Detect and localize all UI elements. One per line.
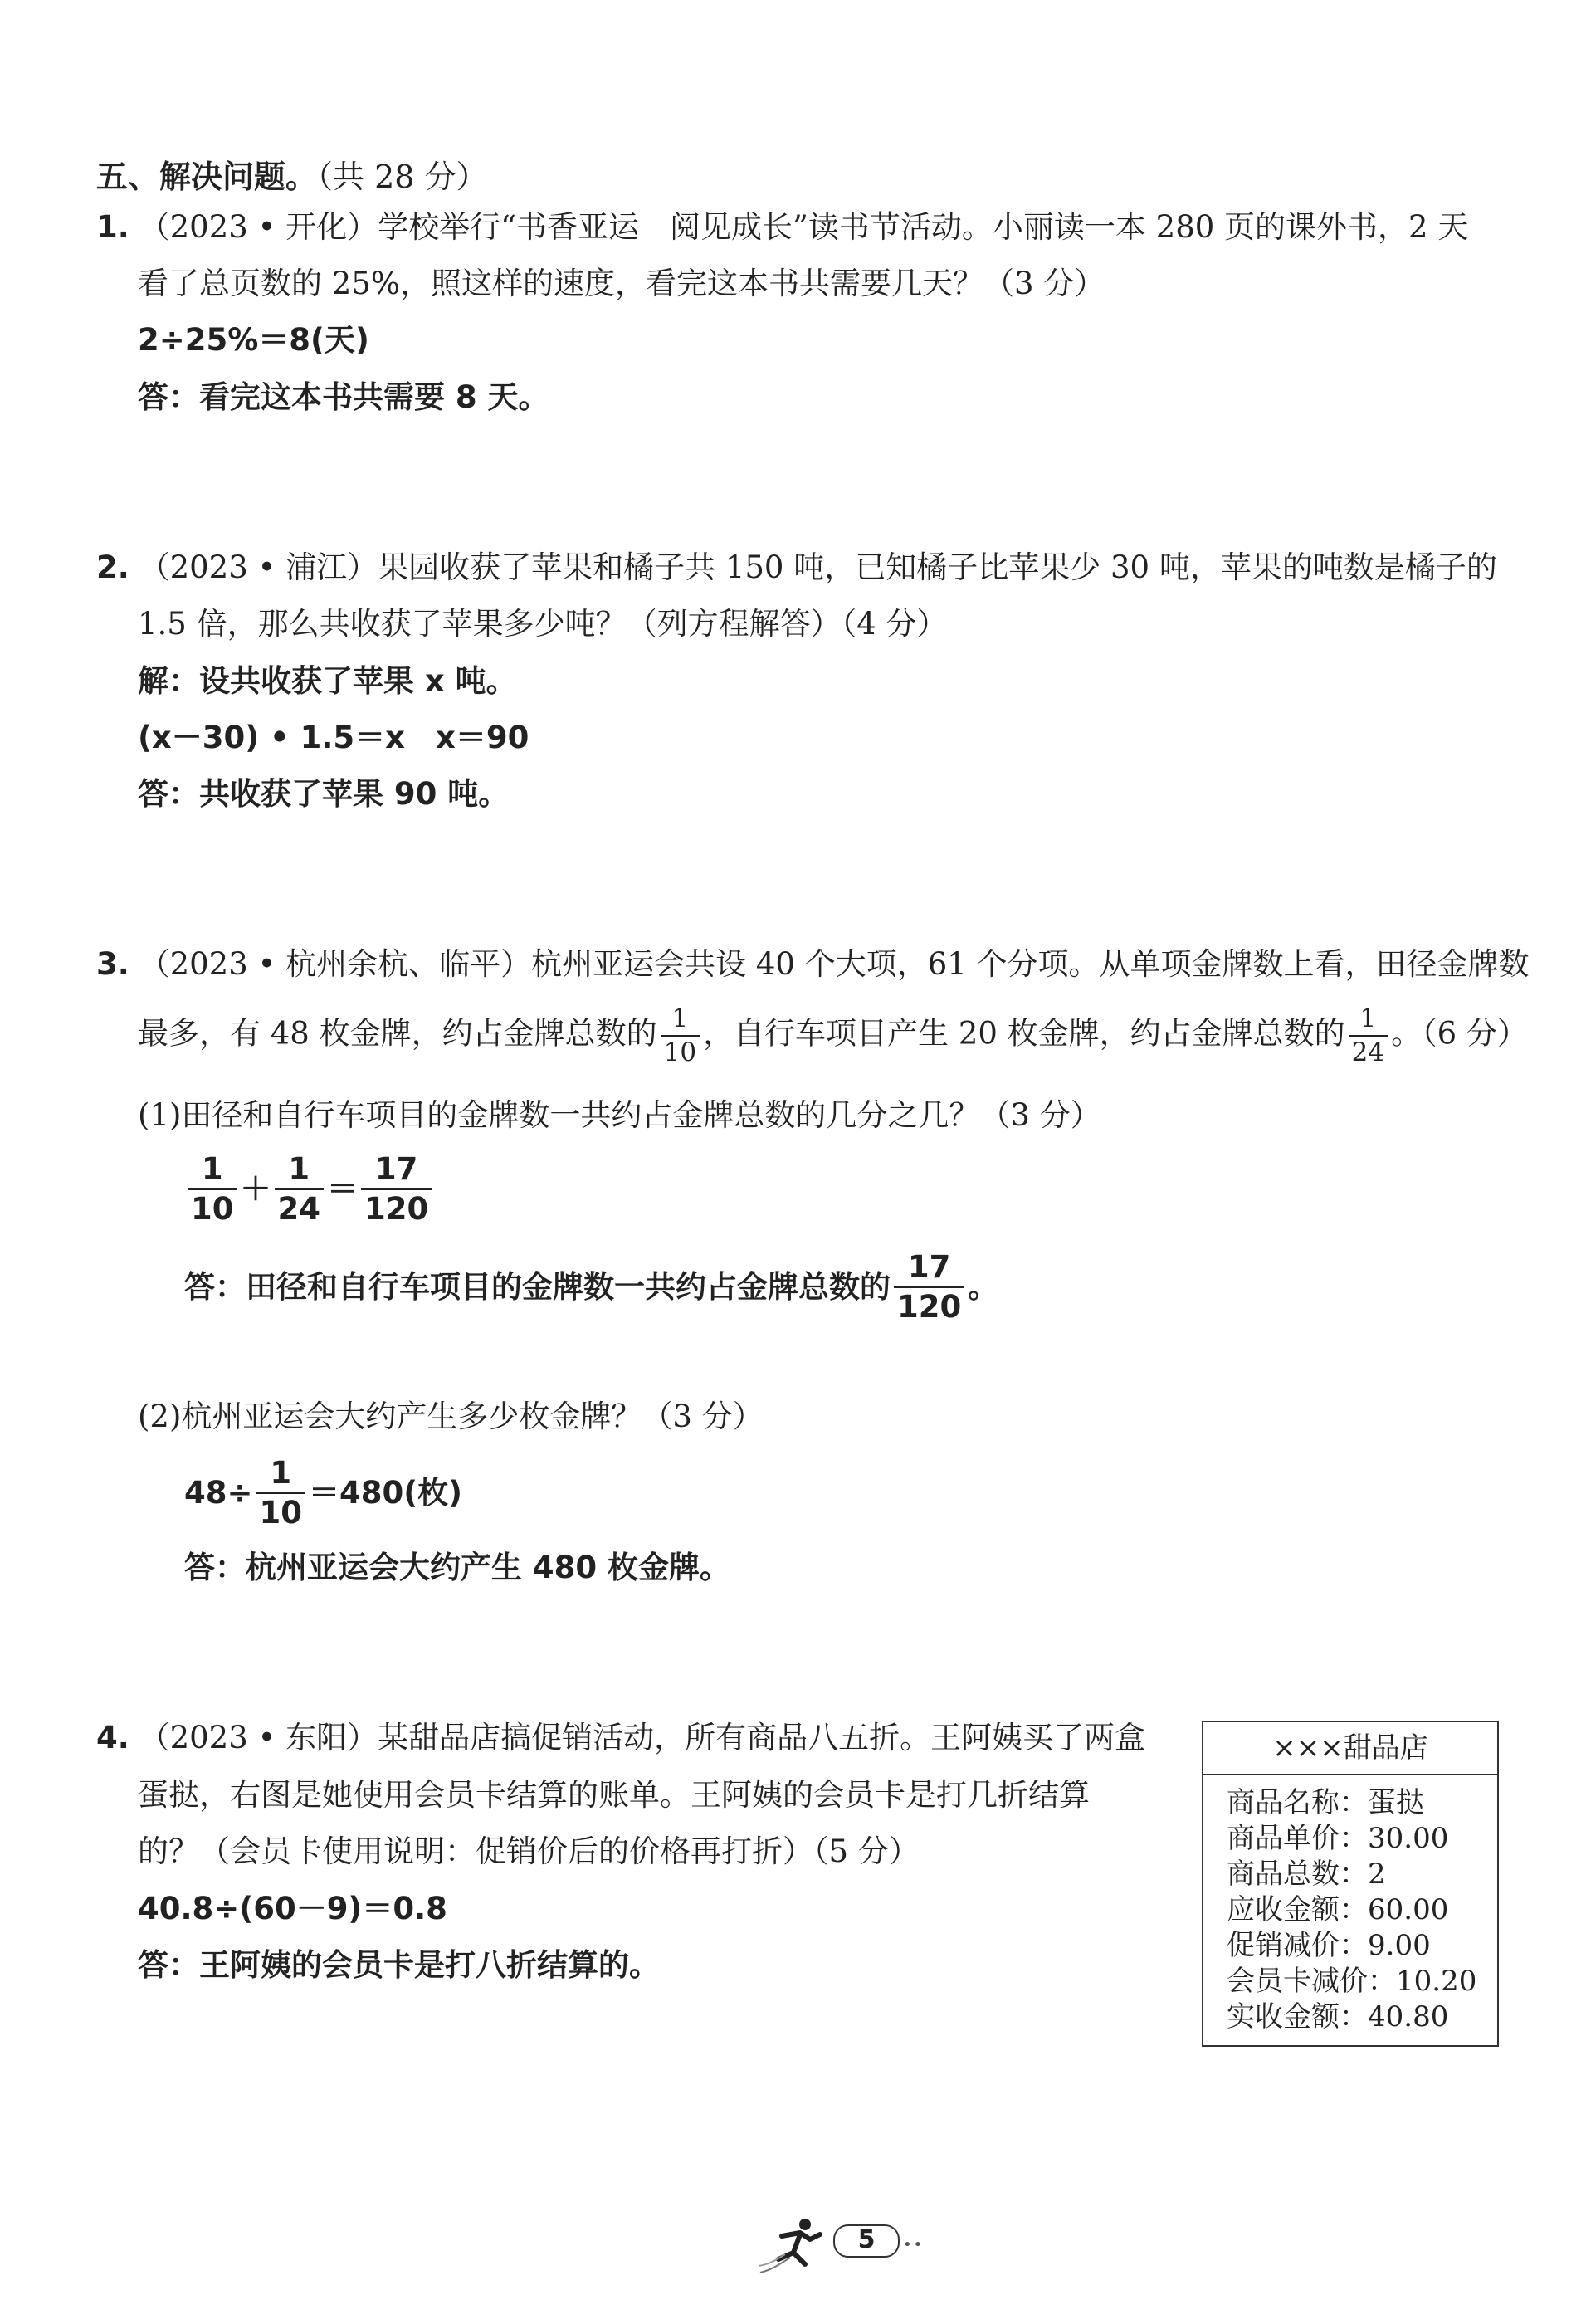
q3-sub1-question: (1)田径和自行车项目的金牌数一共约占金牌总数的几分之几？（3 分） [138, 1097, 1101, 1133]
section-heading [96, 151, 488, 197]
q2-solve: 解：设共收获了苹果 x 吨。 [138, 663, 517, 699]
q3-sub1-answer-end: 。 [968, 1269, 999, 1305]
receipt-row: 实收金额：40.80 [1227, 2000, 1449, 2034]
receipt-box [1202, 1721, 1499, 2047]
q2-text-1: （2023 • 浦江）果园收获了苹果和橘子共 150 吨，已知橘子比苹果少 30 吨，苹果的吨数是橘子的 [139, 549, 1497, 585]
page-number: 5 [833, 2224, 900, 2258]
receipt-row: 会员卡减价：10.20 [1227, 1965, 1477, 1998]
q4-text-1: （2023 • 东阳）某甜品店搞促销活动，所有商品八五折。王阿姨买了两盒 [139, 1720, 1146, 1755]
q1-calculation: 2÷25%＝8(天) [138, 322, 369, 358]
q3-fraction-a: $\frac{1}{10}$ [661, 1006, 700, 1066]
receipt-row: 商品名称：蛋挞 [1227, 1786, 1424, 1819]
receipt-row: 商品单价：30.00 [1227, 1822, 1449, 1855]
q2-answer: 答：共收获了苹果 90 吨。 [138, 776, 510, 812]
plus-sign: ＋ [240, 1171, 271, 1207]
q3-sub2-question: (2)杭州亚运会大约产生多少枚金牌？（3 分） [138, 1399, 764, 1434]
q3-sub2-calculation [184, 1455, 463, 1531]
section-title: 五、解决问题。 [96, 159, 318, 195]
q3-sub1-calculation [184, 1151, 435, 1227]
q3-line1 [96, 946, 1530, 982]
q4-line3: 的？（会员卡使用说明：促销价后的价格再打折）（5 分） [138, 1833, 920, 1869]
q3-sub2-answer: 答：杭州亚运会大约产生 480 枚金牌。 [184, 1550, 730, 1585]
q3-sub1-answer-text: 答：田径和自行车项目的金牌数一共约占金牌总数的 [184, 1269, 891, 1305]
q4-line1 [96, 1722, 1145, 1753]
q3-sub2-calc-b: ＝480(枚) [309, 1475, 463, 1511]
q3-text-1: （2023 • 杭州余杭、临平）杭州亚运会共设 40 个大项，61 个分项。从单项金牌数上看，田径金牌数 [139, 946, 1530, 982]
page-dots: •• [903, 2236, 925, 2253]
section-points: （共 28 分） [317, 159, 488, 195]
equals-sign: ＝ [327, 1171, 358, 1207]
q3-text-2b: ，自行车项目产生 20 枚金牌，约占金牌总数的 [703, 1015, 1345, 1052]
q2-equation: (x－30) • 1.5＝x x＝90 [138, 720, 529, 755]
receipt-title: ×××甜品店 [1203, 1722, 1497, 1775]
q1-text-1: （2023 • 开化）学校举行“书香亚运 阅见成长”读书节活动。小丽读一本 280 页的课外书，2 天 [139, 209, 1469, 245]
runner-icon [757, 2211, 833, 2278]
q3-text-2c: 。（6 分） [1391, 1015, 1528, 1052]
q1-line1 [96, 209, 1469, 245]
receipt-row: 促销减价：9.00 [1227, 1929, 1431, 1962]
q3-sub1-frac-3: $\frac{17}{120}$ [361, 1154, 432, 1224]
q3-fraction-b: $\frac{1}{24}$ [1349, 1006, 1388, 1066]
q3-line2 [138, 1003, 1528, 1067]
q4-calculation: 40.8÷(60－9)＝0.8 [138, 1891, 447, 1926]
q2-line1 [96, 549, 1497, 585]
q3-sub2-frac: $\frac{1}{10}$ [256, 1457, 306, 1528]
q3-text-2a: 最多，有 48 枚金牌，约占金牌总数的 [138, 1015, 657, 1052]
q2-line2: 1.5 倍，那么共收获了苹果多少吨？（列方程解答）（4 分） [138, 606, 948, 642]
receipt-row: 商品总数：2 [1227, 1858, 1386, 1891]
q3-sub1-answer-frac: $\frac{17}{120}$ [894, 1252, 964, 1322]
receipt-row: 应收金额：60.00 [1227, 1893, 1449, 1926]
q3-sub1-frac-1: $\frac{1}{10}$ [188, 1154, 237, 1224]
q1-number: 1. [96, 209, 129, 245]
q4-number: 4. [96, 1720, 129, 1755]
q1-answer: 答：看完这本书共需要 8 天。 [138, 379, 549, 415]
q4-answer: 答：王阿姨的会员卡是打八折结算的。 [138, 1947, 660, 1983]
receipt-rows [1203, 1775, 1497, 2035]
q2-number: 2. [96, 549, 129, 585]
q3-number: 3. [96, 946, 129, 982]
q1-line2: 看了总页数的 25%，照这样的速度，看完这本书共需要几天？（3 分） [138, 266, 1105, 301]
q3-sub1-frac-2: $\frac{1}{24}$ [275, 1154, 325, 1224]
q3-sub1-answer [184, 1249, 999, 1325]
q4-line2: 蛋挞，右图是她使用会员卡结算的账单。王阿姨的会员卡是打几折结算 [138, 1777, 1090, 1813]
q3-sub2-calc-a: 48÷ [184, 1475, 253, 1511]
